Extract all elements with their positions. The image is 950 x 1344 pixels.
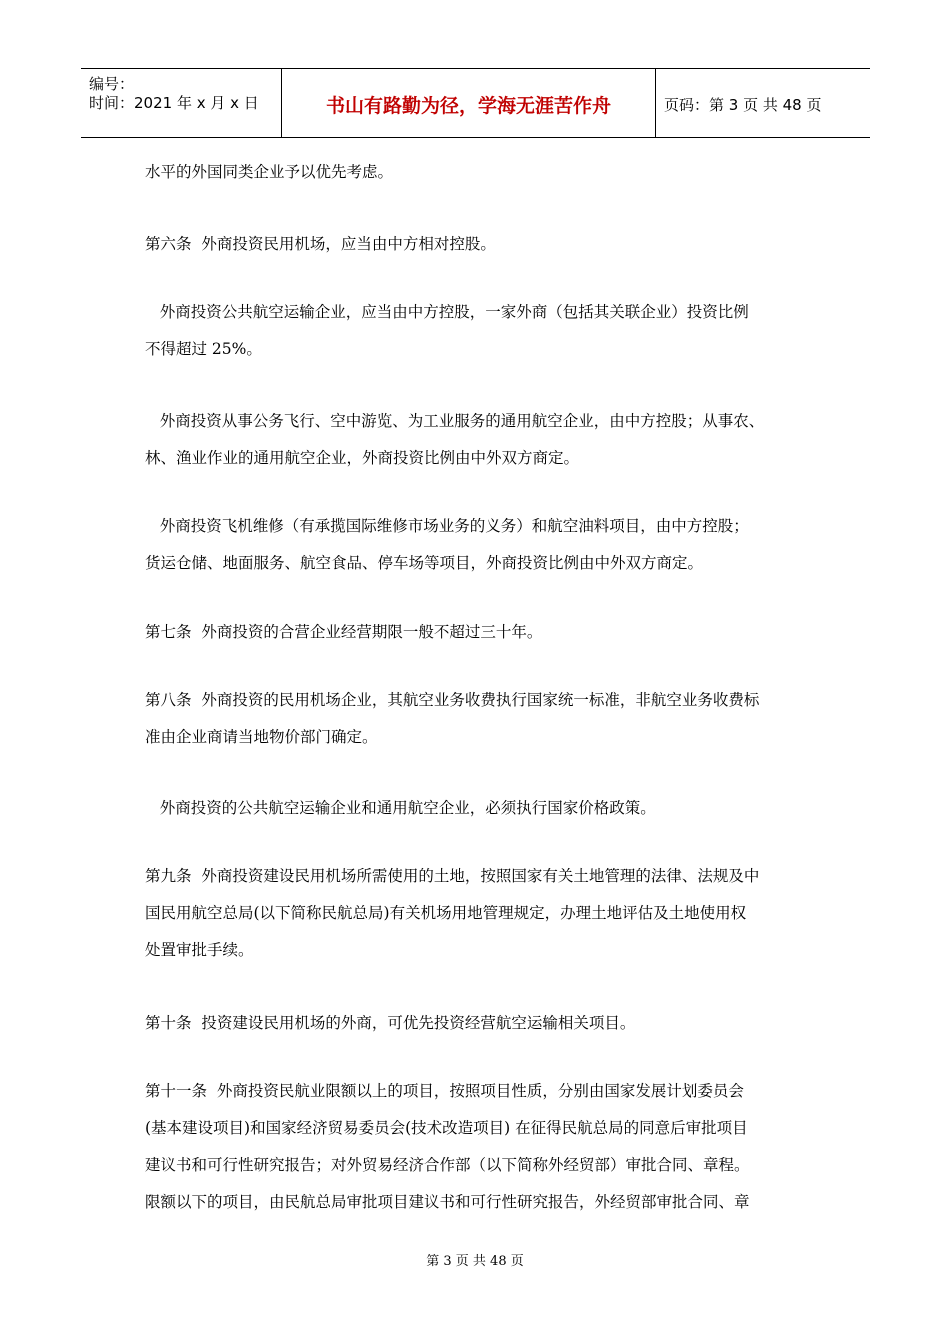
header-info-cell bbox=[81, 69, 282, 137]
text-line: 不得超过 25%。 bbox=[145, 340, 262, 358]
text-line: 水平的外国同类企业予以优先考虑。 bbox=[145, 163, 394, 181]
text-line: (基本建设项目)和国家经济贸易委员会(技术改造项目) 在征得民航总局的同意后审批项目 bbox=[145, 1119, 748, 1137]
text-line: 货运仓储、地面服务、航空食品、停车场等项目，外商投资比例由中外双方商定。 bbox=[145, 554, 704, 572]
motto-text: 书山有路勤为径，学海无涯苦作舟 bbox=[325, 95, 611, 117]
text-line: 限额以下的项目，由民航总局审批项目建议书和可行性研究报告，外经贸部审批合同、章 bbox=[145, 1193, 750, 1211]
text-line: 第十一条 外商投资民航业限额以上的项目，按照项目性质，分别由国家发展计划委员会 bbox=[145, 1082, 744, 1100]
number-label: 编号： bbox=[89, 75, 135, 93]
text-line: 准由企业商请当地物价部门确定。 bbox=[145, 728, 378, 746]
text-line: 外商投资的公共航空运输企业和通用航空企业，必须执行国家价格政策。 bbox=[145, 799, 656, 817]
header-page-cell bbox=[656, 69, 870, 137]
text-line: 第七条 外商投资的合营企业经营期限一般不超过三十年。 bbox=[145, 623, 543, 641]
text-line: 林、渔业作业的通用航空企业，外商投资比例由中外双方商定。 bbox=[145, 449, 580, 467]
text-line: 处置审批手续。 bbox=[145, 941, 254, 959]
text-line: 外商投资飞机维修（有承揽国际维修市场业务的义务）和航空油料项目，由中方控股； bbox=[145, 517, 749, 535]
document-header bbox=[81, 68, 870, 138]
text-line: 第八条 外商投资的民用机场企业，其航空业务收费执行国家统一标准，非航空业务收费标 bbox=[145, 691, 760, 709]
page-footer: 第 3 页 共 48 页 bbox=[426, 1254, 524, 1269]
text-line: 外商投资从事公务飞行、空中游览、为工业服务的通用航空企业，由中方控股；从事农、 bbox=[145, 412, 765, 430]
text-line: 第六条 外商投资民用机场，应当由中方相对控股。 bbox=[145, 235, 496, 253]
text-line: 第九条 外商投资建设民用机场所需使用的土地，按照国家有关土地管理的法律、法规及中 bbox=[145, 867, 760, 885]
time-label: 时间：2021 年 x 月 x 日 bbox=[89, 94, 259, 112]
text-line: 第十条 投资建设民用机场的外商，可优先投资经营航空运输相关项目。 bbox=[145, 1014, 636, 1032]
page-code: 页码：第 3 页 共 48 页 bbox=[664, 96, 822, 114]
text-line: 国民用航空总局(以下简称民航总局)有关机场用地管理规定，办理土地评估及土地使用权 bbox=[145, 904, 747, 922]
text-line: 建议书和可行性研究报告；对外贸易经济合作部（以下简称外经贸部）审批合同、章程。 bbox=[145, 1156, 750, 1174]
header-motto-cell bbox=[282, 69, 656, 137]
text-line: 外商投资公共航空运输企业，应当由中方控股，一家外商（包括其关联企业）投资比例 bbox=[145, 303, 749, 321]
